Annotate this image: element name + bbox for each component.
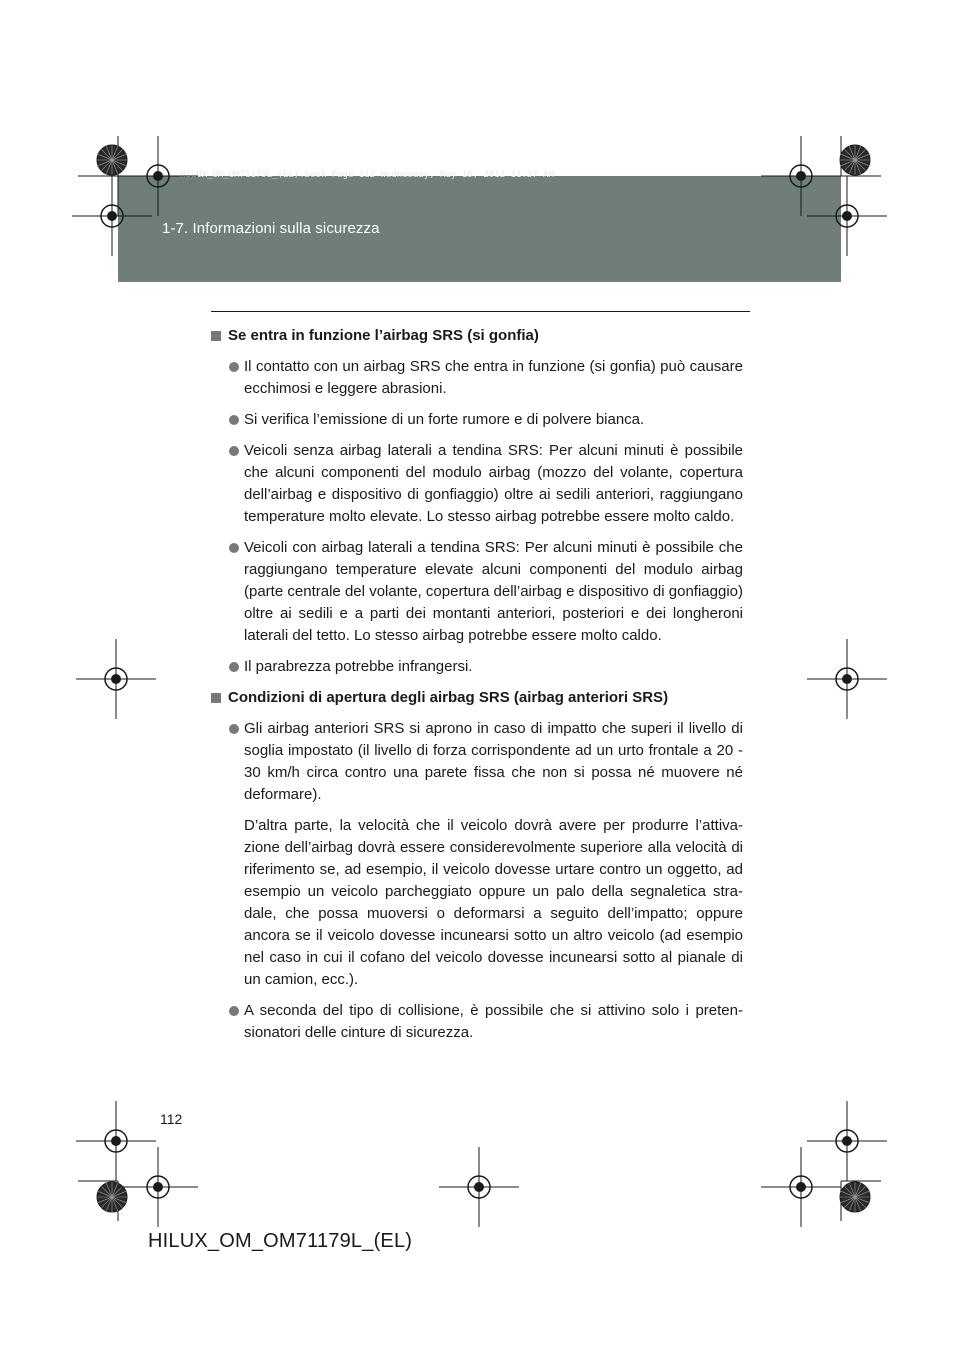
registration-mark-bottom-center [439,1147,519,1227]
list-item: Veicoli con airbag laterali a tendina SRS: Per alcuni minuti è possibile che raggiungano temperature elevate alcuni componenti del modulo airbag (parte centrale del volante, copertura dell’airbag e dispositivo di gonfiaggio) oltre ai sedili e a parti dei montanti anteriori, posteriori e dei longheroni laterali del tetto. Lo stesso airbag potrebbe essere molto caldo. [229,537,743,647]
list-item: A seconda del tipo di collisione, è possibile che si attivino solo i pretensionatori delle cinture di sicurezza. [229,1000,743,1044]
registration-mark-top-left [118,136,198,216]
registration-mark-mid-left [76,639,156,719]
page-number: 112 [160,1111,183,1127]
print-stamp: HILUX_OM_OM71179L_(EL).book Page 112 Wednesday, May 16, 2012 11:37 AM [180,170,554,180]
section-heading-airbag-deployment: Se entra in funzione l’airbag SRS (si gonfia) [211,325,743,347]
registration-mark-top-left-lower [72,176,152,256]
registration-mark-bottom-left-upper [76,1101,156,1181]
list-item-continuation: D’altra parte, la velocità che il veicolo dovrà avere per produrre l’attivazione dell’airbag dovrà essere considerevolmente superiore alla velocità di riferimento se, ad esempio, il veicolo dovesse urtare contro un oggetto, ad esempio un veicolo parcheggiato oppure un palo della segnaletica stradale, che possa muoversi o deformarsi a seguito dell’impatto; oppure ancora se il veicolo dovesse incunearsi sotto un altro veicolo (ad esempio nel caso in cui il cofano del veicolo dovesse incunearsi sotto al pianale di un camion, ecc.). [244,817,743,988]
registration-mark-top-right [761,136,841,216]
list-item: Si verifica l’emissione di un forte rumore e di polvere bianca. [229,409,743,431]
registration-starburst-top-left [97,145,127,175]
registration-mark-bottom-left [118,1147,198,1227]
registration-mark-bottom-right-upper [807,1101,887,1181]
registration-starburst-top-right [840,145,870,175]
section-heading-deployment-conditions: Condizioni di apertura degli airbag SRS (airbag anteriori SRS) [211,687,743,709]
document-code: HILUX_OM_OM71179L_(EL) [148,1230,413,1252]
registration-mark-bottom-right [761,1147,841,1227]
registration-mark-top-right-lower [807,176,887,256]
list-item: Veicoli senza airbag laterali a tendina SRS: Per alcuni minuti è possibile che alcuni componenti del modulo airbag (mozzo del volante, copertura dell’airbag e dispositivo di gonfiaggio) oltre ai sedili anteriori, raggiungano temperature molto elevate. Lo stesso airbag potrebbe essere molto caldo. [229,440,743,528]
list-item: Il contatto con un airbag SRS che entra in funzione (si gonfia) può causare ecchimosi e leggere abrasioni. [229,356,743,400]
registration-starburst-bottom-right [840,1182,870,1212]
registration-mark-mid-right [807,639,887,719]
list-item: Gli airbag anteriori SRS si aprono in caso di impatto che superi il livello di soglia impostato (il livello di forza corrispondente ad un urto frontale a 20 - 30 km/h circa contro una parete fissa che non si possa né muovere né deformare). [229,718,743,806]
list-item: Il parabrezza potrebbe infrangersi. [229,656,743,678]
section-title: 1-7. Informazioni sulla sicurezza [162,220,380,237]
